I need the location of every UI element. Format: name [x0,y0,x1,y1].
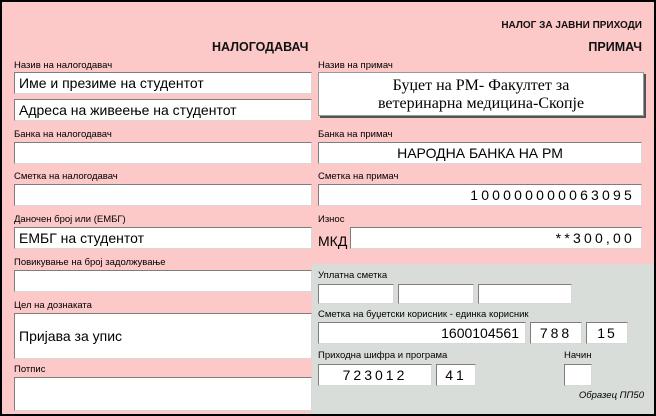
payer-name-field[interactable]: Име и презиме на студентот [14,72,312,94]
signature-field[interactable] [14,377,312,411]
recipient-name-field[interactable] [318,72,644,116]
program-code-field[interactable]: 41 [436,364,476,386]
method-field[interactable] [564,364,592,386]
recipient-account-field[interactable]: 100000000063095 [318,184,642,206]
payer-account-field[interactable] [14,184,312,206]
recipient-name-line1: Буџет на РМ- Факултет за [392,77,570,94]
amount-label: Износ [318,214,345,225]
budget-user-label: Сметка на буџетски корисник - единка корисник [318,309,529,320]
budget-user-code-field[interactable]: 15 [586,322,628,344]
payer-bank-label: Банка на налогодавач [14,129,112,140]
revenue-code-label: Приходна шифра и програма [318,350,448,361]
payer-address-field[interactable]: Адреса на живеење на студентот [14,99,312,121]
payer-name-label: Назив на налогодавач [14,60,113,71]
payment-account-label: Уплатна сметка [318,270,388,281]
method-label: Начин [564,350,592,361]
currency-label: МКД [318,233,348,249]
payer-tax-id-label: Даночен број или (ЕМБГ) [14,214,126,225]
recipient-name-label: Назив на примач [318,60,393,71]
recipient-name-line2: ветеринарна медицина-Скопје [377,95,585,112]
recipient-heading: ПРИМАЧ [588,40,642,54]
purpose-label: Цел на дознаката [14,300,92,311]
payer-tax-id-field[interactable]: ЕМБГ на студентот [14,227,312,249]
amount-field[interactable]: **300,00 [350,227,642,249]
recipient-bank-label: Банка на примач [318,129,393,140]
payer-bank-field[interactable] [14,142,312,164]
order-title: НАЛОГ ЗА ЈАВНИ ПРИХОДИ [501,20,642,31]
budget-user-unit-field[interactable]: 788 [530,322,582,344]
form-code: Образец ПП50 [578,390,644,401]
purpose-field[interactable]: Пријава за упис [14,313,312,359]
signature-label: Потпис [14,364,46,375]
recipient-bank-field[interactable]: НАРОДНА БАНКА НА РМ [318,142,642,164]
payer-heading: НАЛОГОДАВАЧ [212,40,309,54]
recipient-account-label: Сметка на примач [318,171,399,182]
budget-user-account-field[interactable]: 1600104561 [318,322,526,344]
payment-account-field-2[interactable] [398,284,474,304]
debt-reference-field[interactable] [14,270,312,292]
payment-account-field-1[interactable] [318,284,394,304]
payer-account-label: Сметка на налогодавач [14,171,118,182]
debt-reference-label: Повикување на број задолжување [14,257,166,268]
revenue-code-field[interactable]: 723012 [318,364,432,386]
payment-account-field-3[interactable] [478,284,572,304]
